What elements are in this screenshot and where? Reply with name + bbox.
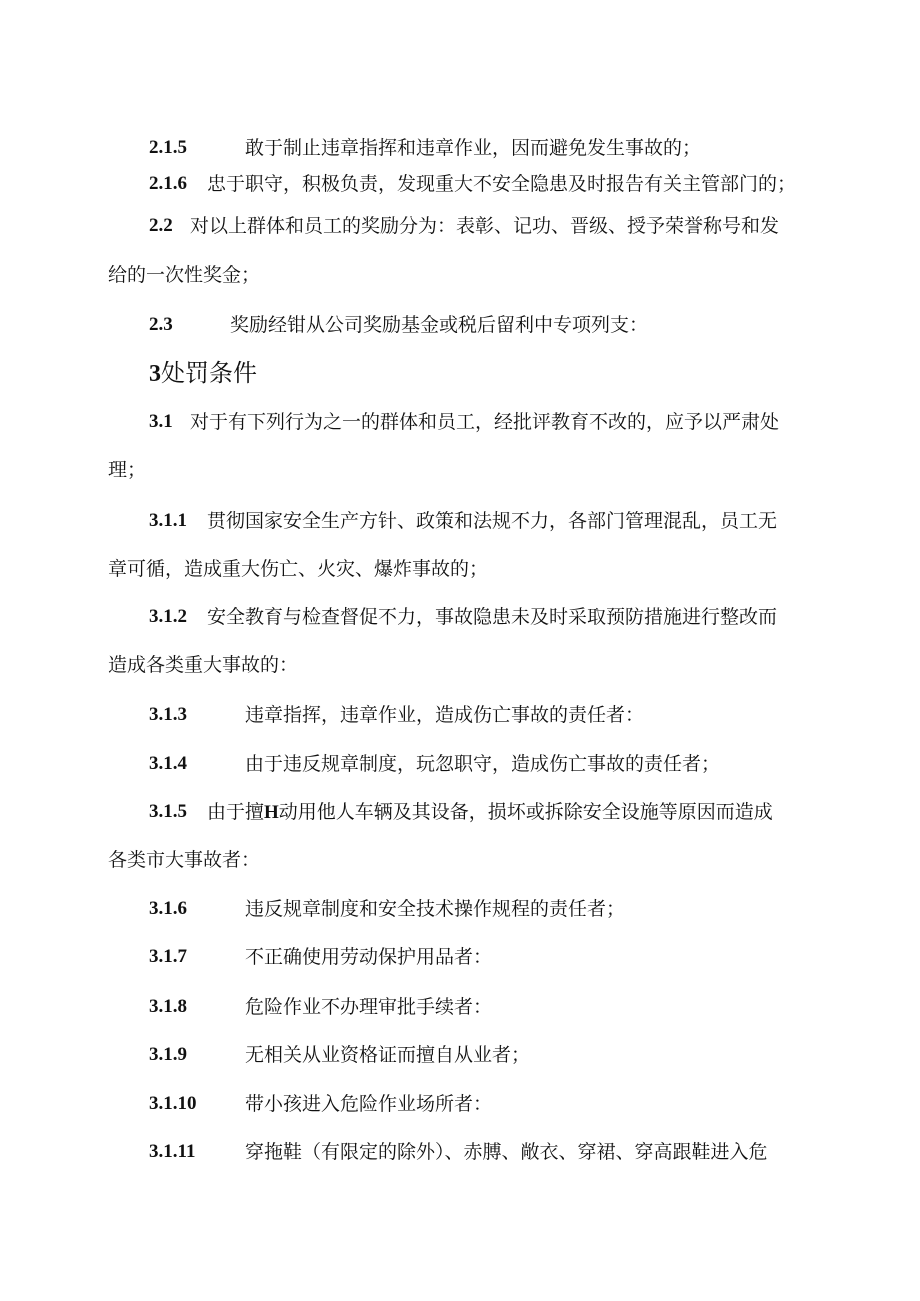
clause-number: 3.1.6 [149,898,187,919]
section-title: 处罚条件 [161,359,257,387]
clause-text: 对于有下列行为之一的群体和员工，经批评教育不改的，应予以严肃处 [190,411,780,433]
clause-number: 3.1.8 [149,996,187,1017]
clause-number: 3.1.3 [149,704,187,725]
clause-text: 由于违反规章制度，玩忽职守，造成伤亡事故的责任者； [245,753,721,775]
clause-number: 3.1.11 [149,1141,196,1162]
clause-text: 安全教育与检查督促不力，事故隐患未及时采取预防措施进行整改而 [207,606,778,628]
section-heading [149,358,257,389]
clause-text: 穿拖鞋（有限定的除外）、赤膊、敞衣、穿裙、穿高跟鞋进入危 [245,1141,768,1163]
clause-number: 3.1.5 [149,801,187,822]
clause-text-continued: 造成各类重大事故的： [108,654,299,676]
clause-number: 3.1.2 [149,606,187,627]
clause-number: 3.1.1 [149,510,187,531]
section-number: 3 [149,361,161,387]
clause-text: 带小孩进入危险作业场所者： [245,1093,493,1115]
clause-number: 3.1.4 [149,753,187,774]
clause-text: 贯彻国家安全生产方针、政策和法规不力，各部门管理混乱，员工无 [207,510,778,532]
clause-text: 敢于制止违章指挥和违章作业，因而避免发生事故的； [245,137,702,159]
clause-text-continued: 理； [108,459,147,481]
clause-number: 3.1.10 [149,1093,197,1114]
clause-text [207,800,773,825]
clause-text-part: 由于擅 [207,801,265,823]
clause-number: 3.1.9 [149,1044,187,1065]
clause-text-continued: 给的一次性奖金； [108,264,261,286]
clause-text-continued: 章可循，造成重大伤亡、火灾、爆炸事故的； [108,558,489,580]
clause-text: 危险作业不办理审批手续者： [245,996,493,1018]
clause-number: 2.3 [149,314,173,335]
clause-number: 2.2 [149,215,173,236]
clause-text: 忠于职守，积极负责，发现重大不安全隐患及时报告有关主管部门的； [207,173,797,195]
clause-text: 违反规章制度和安全技术操作规程的责任者； [245,898,626,920]
clause-text-part: H [264,802,279,823]
clause-number: 3.1 [149,411,173,432]
clause-text: 对以上群体和员工的奖励分为：表彰、记功、晋级、授予荣誉称号和发 [190,215,780,237]
clause-text-continued: 各类市大事故者： [108,849,261,871]
clause-text-part: 动用他人车辆及其设备，损坏或拆除安全设施等原因而造成 [278,801,773,823]
clause-number: 3.1.7 [149,946,187,967]
clause-number: 2.1.5 [149,137,187,158]
clause-number: 2.1.6 [149,173,187,194]
clause-text: 违章指挥，违章作业，造成伤亡事故的责任者： [245,704,645,726]
clause-text: 奖励经钳从公司奖励基金或税后留利中专项列支： [230,314,649,336]
clause-text: 无相关从业资格证而擅自从业者； [245,1044,531,1066]
clause-text: 不正确使用劳动保护用品者： [245,946,493,968]
